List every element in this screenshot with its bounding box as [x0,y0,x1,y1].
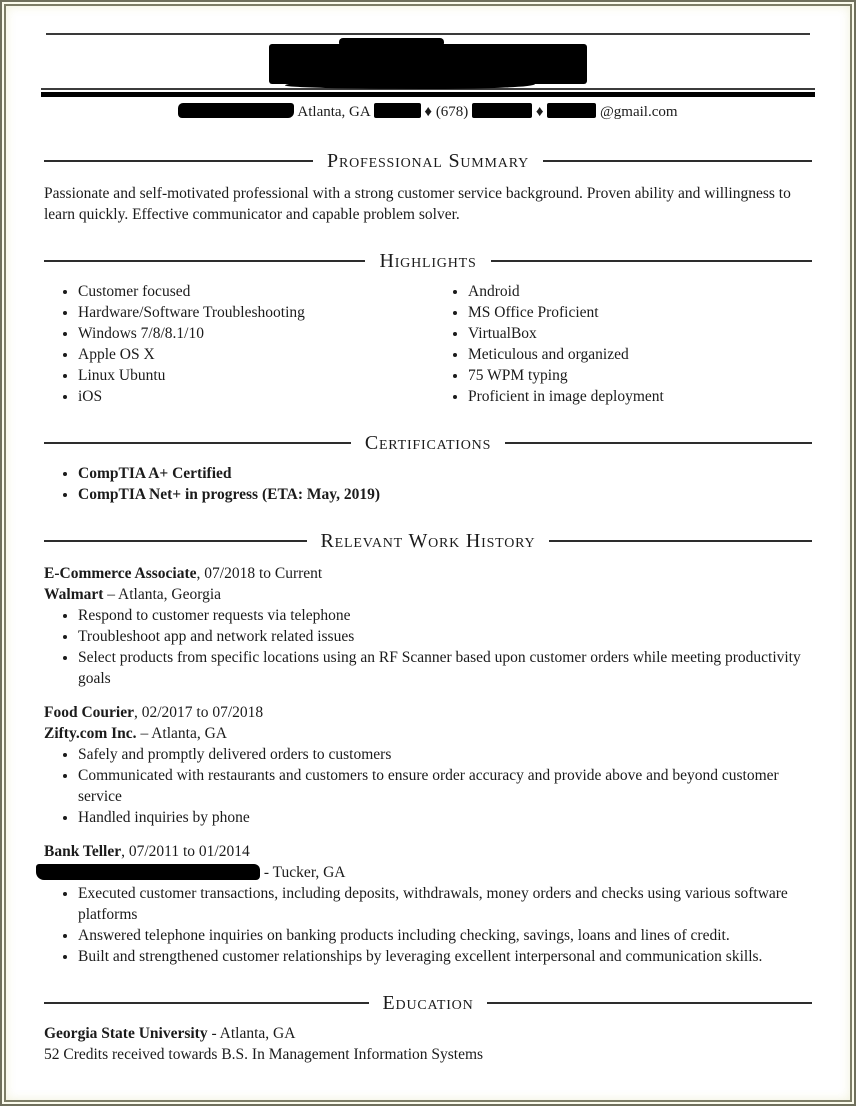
certification-item: • CompTIA Net+ in progress (ETA: May, 2019) [78,484,812,505]
job-entry-ecommerce-associate [44,563,812,689]
section-title: Highlights [379,250,477,272]
job-title-line [44,702,812,723]
header-double-rule [41,88,815,97]
highlight-item: • Android [468,281,812,302]
job-duty: • Select products from specific locations using an RF Scanner based upon customer orders while meeting productivity goals [78,647,812,689]
highlights-right-column [434,281,812,407]
heading-rule-left [44,540,307,542]
zip-redaction-bar [374,103,421,118]
phone-redaction-bar [472,103,532,118]
heading-rule-left [44,160,313,162]
certifications-list [44,463,812,505]
highlight-item: • Customer focused [78,281,434,302]
job-duty: • Executed customer transactions, including deposits, withdrawals, money orders and checks using various software platforms [78,883,812,925]
job-duty: • Handled inquiries by phone [78,807,812,828]
job-employer: Walmart [44,586,104,603]
section-title: Relevant Work History [320,530,536,552]
job-title: Bank Teller [44,843,122,860]
section-title: Education [382,992,474,1014]
diamond-separator-icon: ♦ [535,104,544,120]
email-redaction-bar [547,103,596,118]
job-title: E-Commerce Associate [44,565,197,582]
education-detail-line: 52 Credits received towards B.S. In Management Information Systems [44,1046,484,1063]
job-location: – Atlanta, GA [136,725,227,742]
resume-page [4,4,852,1102]
section-heading-education [44,991,812,1015]
job-location: – Atlanta, Georgia [103,586,222,603]
section-heading-certifications [44,431,812,455]
certification-item: • CompTIA A+ Certified [78,463,812,484]
heading-rule-left [44,442,351,444]
diamond-separator-icon: ♦ [424,104,433,120]
heading-rule-right [549,540,812,542]
highlight-item: • MS Office Proficient [468,302,812,323]
job-employer-line [44,723,812,744]
highlight-item: • Linux Ubuntu [78,365,434,386]
job-duty: • Safely and promptly delivered orders to customers [78,744,812,765]
section-heading-work-history [44,529,812,553]
address-redaction-bar [178,103,294,118]
job-dates: , 02/2017 to 07/2018 [133,704,264,721]
job-location: - Tucker, GA [263,864,346,881]
highlights-left-column [44,281,434,407]
education-school-line [44,1023,812,1044]
section-heading-professional-summary [44,149,812,173]
heading-rule-right [505,442,812,444]
education-location: - Atlanta, GA [207,1025,296,1042]
highlights-columns [44,281,812,407]
education-entry [44,1023,812,1065]
highlight-item: • Apple OS X [78,344,434,365]
job-duty: • Answered telephone inquiries on banking products including checking, savings, loans and lines of credit. [78,925,812,946]
job-duty: • Built and strengthened customer relationships by leveraging excellent interpersonal and communication skills. [78,946,812,967]
highlight-item: • Meticulous and organized [468,344,812,365]
name-redaction-bar [269,44,587,84]
heading-rule-right [543,160,812,162]
heading-rule-right [487,1002,812,1004]
highlights-list-left [44,281,434,407]
highlight-item: • iOS [78,386,434,407]
contact-line [44,102,812,123]
highlight-item: • Proficient in image deployment [468,386,812,407]
job-employer: Zifty.com Inc. [44,725,137,742]
section-title: Certifications [364,432,492,454]
job-entry-food-courier [44,702,812,828]
contact-phone-prefix: (678) [435,104,469,120]
section-heading-highlights [44,249,812,273]
job-duty: • Troubleshoot app and network related issues [78,626,812,647]
highlight-item: • Hardware/Software Troubleshooting [78,302,434,323]
section-title: Professional Summary [327,150,529,172]
job-entry-bank-teller [44,841,812,967]
job-duties-list [44,883,812,967]
employer-redaction-bar [36,864,260,880]
job-title-line [44,563,812,584]
highlight-item: • VirtualBox [468,323,812,344]
contact-city-state: Atlanta, GA [297,104,370,120]
job-employer-line [44,862,812,883]
job-employer-line [44,584,812,605]
heading-rule-right [491,260,812,262]
job-dates: , 07/2018 to Current [196,565,323,582]
job-duty: • Communicated with restaurants and customers to ensure order accuracy and provide above and beyond customer service [78,765,812,807]
job-title: Food Courier [44,704,134,721]
education-school: Georgia State University [44,1025,208,1042]
highlight-item: • Windows 7/8/8.1/10 [78,323,434,344]
job-duties-list [44,605,812,689]
header-top-rule [46,33,810,35]
summary-paragraph: Passionate and self-motivated professional with a strong customer service background. Proven ability and willingness to learn quickly. Effective communicator and capable problem solver. [44,185,791,223]
job-dates: , 07/2011 to 01/2014 [121,843,250,860]
contact-email-suffix: @gmail.com [599,104,678,120]
highlight-item: • 75 WPM typing [468,365,812,386]
heading-rule-left [44,1002,369,1004]
job-title-line [44,841,812,862]
highlights-list-right [434,281,812,407]
job-duty: • Respond to customer requests via telephone [78,605,812,626]
heading-rule-left [44,260,365,262]
job-duties-list [44,744,812,828]
